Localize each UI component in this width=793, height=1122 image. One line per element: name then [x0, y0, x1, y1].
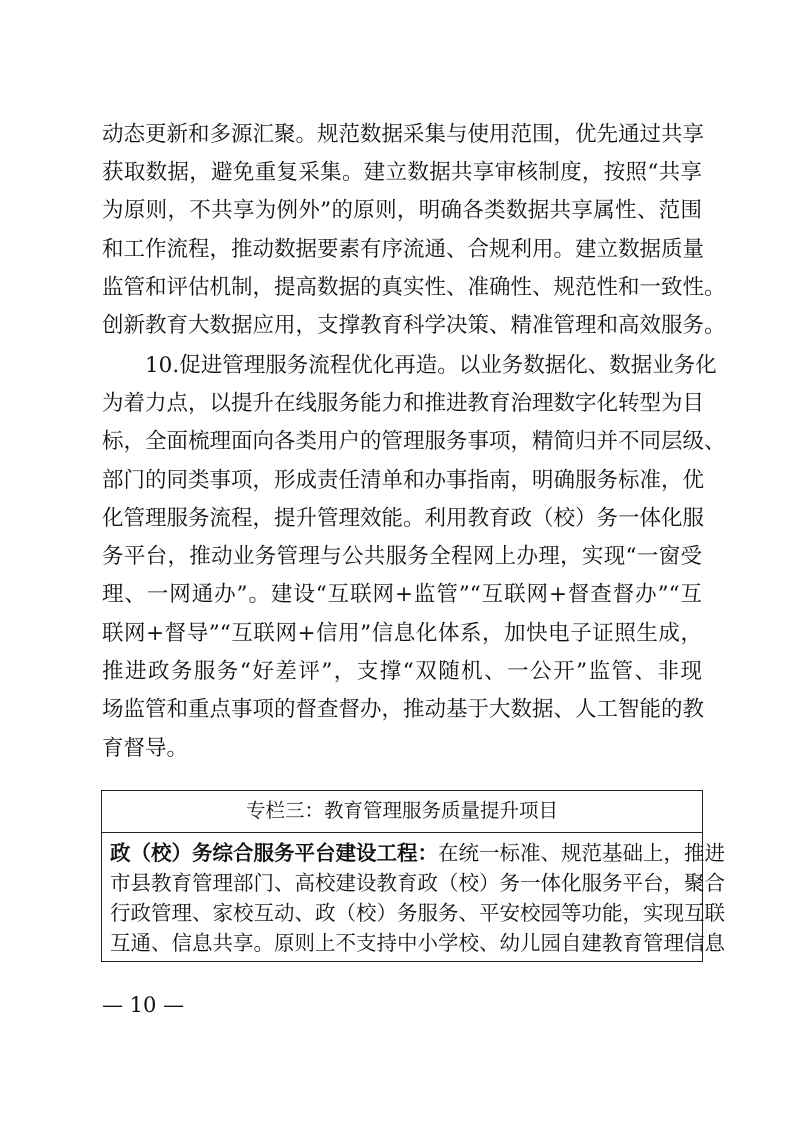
column-box-line: 市县教育管理部门、高校建设教育政（校）务一体化服务平台，聚合 [110, 871, 725, 895]
text-line: 务平台，推动业务管理与公共服务全程网上办理，实现“一窗受 [102, 544, 702, 569]
column-box-line [110, 839, 725, 868]
text-line: 理、一网通办”。建设“互联网+监管”“互联网+督查督办”“互 [102, 582, 702, 607]
column-box-bold-lead: 政（校）务综合服务平台建设工程： [110, 841, 438, 865]
text-line: 标，全面梳理面向各类用户的管理服务事项，精简归并不同层级、 [102, 429, 726, 454]
text-line: 监管和评估机制，提高数据的真实性、准确性、规范性和一致性。 [102, 275, 726, 300]
text-line: 10.促进管理服务流程优化再造。以业务数据化、数据业务化 [145, 353, 717, 378]
text-line: 育督导。 [102, 736, 189, 761]
column-box-line: 互通、信息共享。原则上不支持中小学校、幼儿园自建教育管理信息 [110, 931, 725, 955]
text-line: 获取数据，避免重复采集。建立数据共享审核制度，按照“共享 [102, 160, 702, 185]
text-line: 为原则，不共享为例外”的原则，明确各类数据共享属性、范围 [102, 198, 702, 223]
text-line: 场监管和重点事项的督查督办，推动基于大数据、人工智能的教 [102, 697, 705, 722]
text-line: 动态更新和多源汇聚。规范数据采集与使用范围，优先通过共享 [102, 122, 705, 147]
text-line: 创新教育大数据应用，支撑教育科学决策、精准管理和高效服务。 [102, 313, 726, 338]
column-box-line: 行政管理、家校互动、政（校）务服务、平安校园等功能，实现互联 [110, 901, 725, 925]
text-line: 化管理服务流程，提升管理效能。利用教育政（校）务一体化服 [102, 506, 705, 531]
column-box-title: 专栏三：教育管理服务质量提升项目 [102, 791, 702, 833]
column-box-line-rest: 在统一标准、规范基础上，推进 [438, 841, 725, 865]
text-line: 和工作流程，推动数据要素有序流通、合规利用。建立数据质量 [102, 237, 705, 262]
text-line: 推进政务服务“好差评”，支撑“双随机、一公开”监管、非现 [102, 659, 702, 684]
page-number: — 10 — [102, 993, 185, 1017]
text-line: 为着力点，以提升在线服务能力和推进教育治理数字化转型为目 [102, 391, 705, 416]
column-box [101, 790, 725, 962]
text-line: 部门的同类事项，形成责任清单和办事指南，明确服务标准，优 [102, 468, 705, 493]
text-line: 联网+督导”“互联网+信用”信息化体系，加快电子证照生成， [102, 621, 702, 646]
